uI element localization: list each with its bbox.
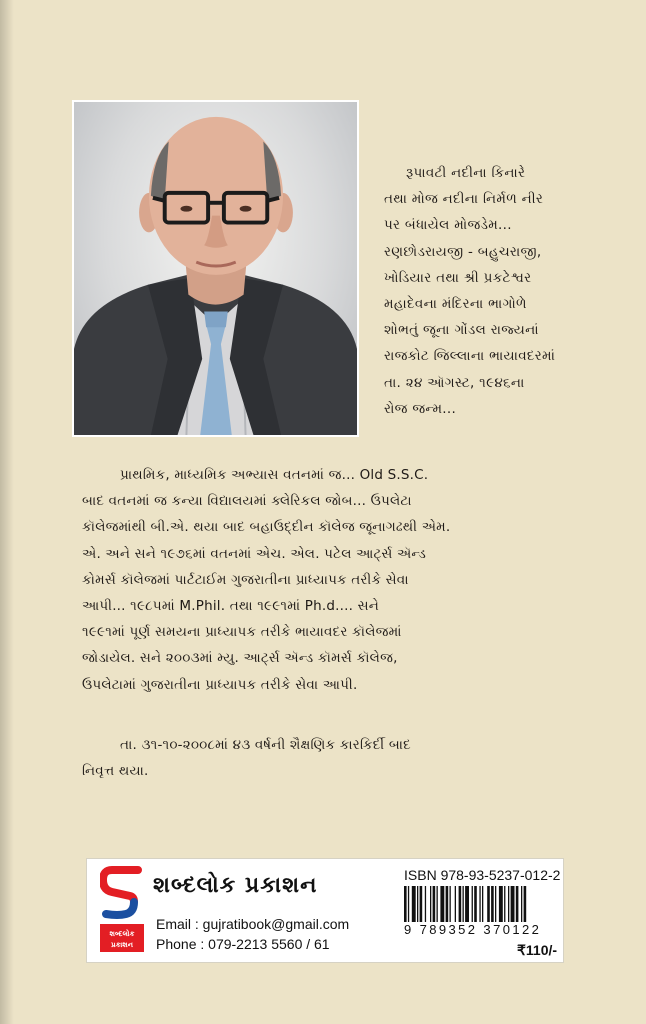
paragraph-line: ઉપલેટામાં ગુજરાતીના પ્રાધ્યાપક તરીકે સેવા આપી.: [82, 676, 358, 693]
isbn-label: ISBN 978-93-5237-012-2: [404, 867, 561, 883]
publisher-logo: [100, 866, 144, 952]
publisher-phone: Phone : 079-2213 5560 / 61: [156, 936, 330, 952]
barcode-bar: [463, 886, 464, 922]
paragraph-line: કૉલેજમાંથી બી.એ. થયા બાદ બહાઉદ્દીન કૉલેજ જૂનાગઢથી એમ.: [82, 519, 451, 536]
bio-paragraph-retirement: [82, 732, 632, 784]
isbn-barcode: [404, 886, 560, 922]
barcode-bar: [508, 886, 509, 922]
barcode-bar: [482, 886, 483, 922]
barcode-bar: [479, 886, 480, 922]
logo-text-bottom: પ્રકાશન: [111, 941, 133, 949]
barcode-bar: [472, 886, 473, 922]
bio-side-line: પર બંધાયેલ મોજડેમ...: [384, 217, 512, 234]
paragraph-line: બાદ વતનમાં જ કન્યા વિદ્યાલયમાં ક્લેરિકલ જોબ... ઉપલેટા: [82, 493, 412, 510]
bio-side-line: તથા મોજ નદીના નિર્મળ નીર: [384, 191, 544, 208]
price-label: ₹110/-: [517, 942, 558, 958]
barcode-bar: [487, 886, 490, 922]
barcode-bar: [499, 886, 503, 922]
barcode-bar: [511, 886, 515, 922]
paragraph-line: એ. અને સને ૧૯૭૬માં વતનમાં એચ. એલ. પટેલ આર્ટ્સ ઍન્ડ: [82, 545, 426, 562]
barcode-bar: [450, 886, 451, 922]
paragraph-line: તા. ૩૧-૧૦-૨૦૦૮માં ૪૩ વર્ષની શૈક્ષણિક કારકિર્દી બાદ: [120, 737, 411, 753]
barcode-bar: [459, 886, 462, 922]
bio-side-line: રણછોડરાયજી - બહુચરાજી,: [384, 243, 542, 260]
barcode-bar: [420, 886, 423, 922]
barcode-bar: [412, 886, 416, 922]
publisher-contact: [156, 914, 349, 954]
barcode-bar: [455, 886, 456, 922]
bio-side-line: રાજકોટ જિલ્લાના ભાયાવદરમાં: [384, 348, 556, 365]
paragraph-line: કોમર્સ કૉલેજમાં પાર્ટટાઈમ ગુજરાતીના પ્રાધ્યાપક તરીકે સેવા: [82, 571, 409, 588]
publisher-name: શબ્દલોક પ્રકાશન: [153, 873, 318, 898]
barcode-bar: [521, 886, 522, 922]
barcode-bar: [491, 886, 494, 922]
barcode-bar: [524, 886, 527, 922]
bio-side-line: મહાદેવના મંદિરના ભાગોળે: [384, 296, 527, 313]
spine-shadow: [0, 0, 14, 1024]
bio-paragraph-education: [82, 462, 632, 698]
bio-side-text: [384, 160, 634, 422]
barcode-bar: [474, 886, 477, 922]
barcode-bar: [430, 886, 431, 922]
barcode-bar: [417, 886, 418, 922]
paragraph-line: પ્રાથમિક, માધ્યમિક અભ્યાસ વતનમાં જ... Old S.S.C.: [120, 467, 429, 483]
barcode-bar: [440, 886, 444, 922]
bio-side-line: તા. ૨૪ ઑગસ્ટ, ૧૯૪૬ના: [384, 374, 525, 391]
paragraph-line: નિવૃત્ત થયા.: [82, 763, 149, 780]
bio-side-line: શોભતું જૂના ગોંડલ રાજ્યનાં: [384, 322, 539, 339]
author-photo: [72, 100, 359, 437]
barcode-bar: [446, 886, 449, 922]
barcode-bar: [408, 886, 409, 922]
bio-side-line: રોજ જન્મ...: [384, 400, 457, 417]
barcode-bar: [504, 886, 505, 922]
paragraph-line: જોડાયેલ. સને ૨૦૦૩માં મ્યુ. આર્ટ્સ ઍન્ડ કૉમર્સ કૉલેજ,: [82, 650, 398, 667]
publisher-logo-icon: [100, 866, 144, 952]
publisher-email: Email : gujratibook@gmail.com: [156, 916, 350, 932]
barcode-bar: [433, 886, 436, 922]
paragraph-line: આપી... ૧૯૮૫માં M.Phil. તથા ૧૯૯૧માં Ph.d.... સને: [82, 598, 379, 615]
barcode-bar: [404, 886, 407, 922]
paragraph-line: ૧૯૯૧માં પૂર્ણ સમયના પ્રાધ્યાપક તરીકે ભાયાવદર કૉલેજમાં: [82, 624, 402, 641]
author-portrait-illustration: [74, 102, 357, 435]
logo-text-top: શબ્દલોક: [109, 930, 135, 938]
barcode-bar: [495, 886, 496, 922]
barcode-bar: [437, 886, 438, 922]
bio-side-line: ખોડિયાર તથા શ્રી પ્રકટેશ્વર: [384, 269, 532, 286]
barcode-bar: [516, 886, 519, 922]
barcode-bar: [425, 886, 426, 922]
barcode-bar: [465, 886, 469, 922]
barcode-digits: 9 789352 370122: [404, 922, 542, 937]
bio-side-line: રૂપાવટી નદીના કિનારે: [406, 165, 526, 181]
